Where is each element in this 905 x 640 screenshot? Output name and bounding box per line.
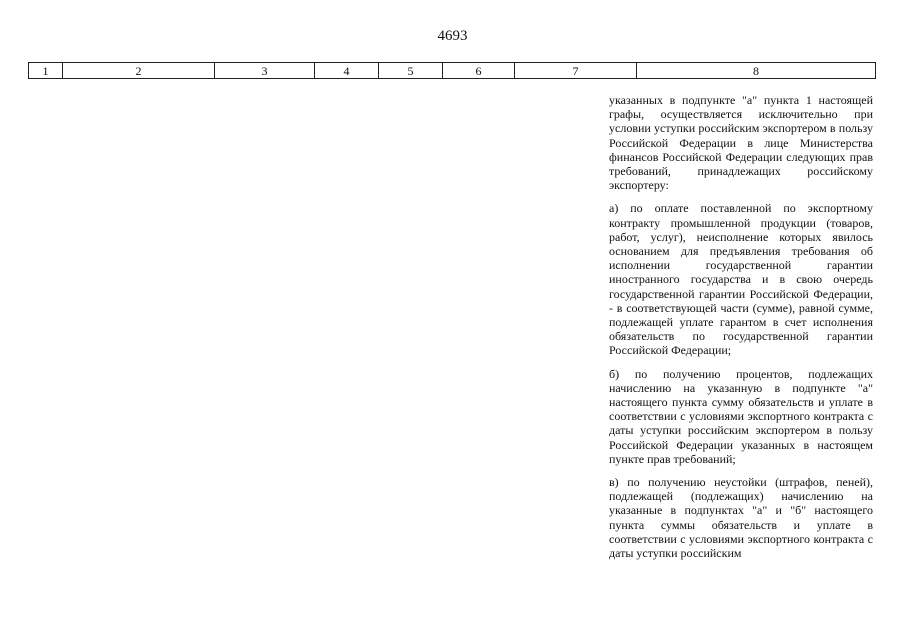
paragraph-v: в) по получению неустойки (штрафов, пеней), подлежащей (подлежащих) начислению на указанные в подпунктах "а" и "б" настоящего пункта суммы обязательств и уплате в соответствии с условиями экспортного контракта с даты уступки российским [609,475,873,561]
page-number: 4693 [437,28,468,44]
column-8-text [609,93,873,569]
column-number-header [28,62,876,79]
column-number-2: 2 [63,63,215,79]
column-number-6: 6 [443,63,515,79]
column-number-5: 5 [379,63,443,79]
column-number-1: 1 [29,63,63,79]
column-number-4: 4 [315,63,379,79]
column-number-3: 3 [215,63,315,79]
column-number-7: 7 [515,63,637,79]
column-number-8: 8 [637,63,876,79]
paragraph-intro: указанных в подпункте "а" пункта 1 настоящей графы, осуществляется исключительно при условии уступки российским экспортером в пользу Российской Федерации в лице Министерства финансов Российской Федерации следующих прав требований, принадлежащих российскому экспортеру: [609,93,873,193]
paragraph-a: а) по оплате поставленной по экспортному контракту промышленной продукции (товаров, работ, услуг), неисполнение которых явилось основанием для предъявления требования об исполнении государственной гарантии иностранного государства и в свою очередь государственной гарантии Российской Федерации, - в соответствующей части (сумме), равной сумме, подлежащей уплате гарантом в счет исполнения обязательств по государственной гарантии Российской Федерации; [609,201,873,358]
paragraph-b: б) по получению процентов, подлежащих начислению на указанную в подпункте "а" настоящего пункта сумму обязательств и уплате в соответствии с условиями экспортного контракта с даты уступки российским экспортером в пользу Российской Федерации указанных в настоящем пункте прав требований; [609,366,873,466]
